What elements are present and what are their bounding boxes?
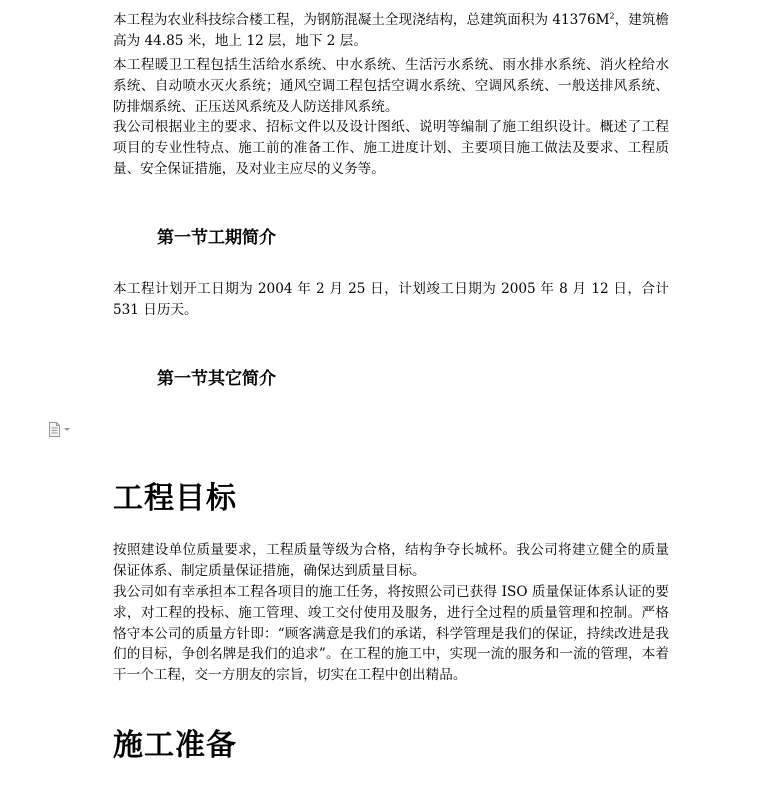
- area-unit-superscript: 2: [609, 11, 615, 21]
- chapter-title-preparation: 施工准备: [113, 728, 237, 763]
- document-icon: [48, 422, 61, 437]
- section-title-other: 第一节其它简介: [157, 369, 276, 389]
- intro-p1-text: 本工程为农业科技综合楼工程，为钢筋混凝土全现浇结构，总建筑面积为 41376M: [113, 12, 610, 28]
- intro-paragraph-1: [113, 10, 669, 52]
- intro-paragraph-2: 本工程暖卫工程包括生活给水系统、中水系统、生活污水系统、雨水排水系统、消火栓给水系统、自动喷水灭火系统；通风空调工程包括空调水系统、空调风系统、一般送排风系统、防排烟系统、正压送风系统及人防送排风系统。: [113, 57, 669, 115]
- chevron-down-icon[interactable]: [64, 428, 70, 431]
- goals-paragraph-2: 我公司如有幸承担本工程各项目的施工任务，将按照公司已获得 ISO 质量保证体系认证的要求，对工程的投标、施工管理、竣工交付使用及服务，进行全过程的质量管理和控制。严格恪守本公司的质量方针即：“顾客满意是我们的承诺，科学管理是我们的保证，持续改进是我们的目标，争创名牌是我们的追求”。在工程的施工中，实现一流的服务和一流的管理，本着干一个工程，交一方朋友的宗旨，切实在工程中创出精品。: [113, 584, 669, 684]
- schedule-paragraph: 本工程计划开工日期为 2004 年 2 月 25 日，计划竣工日期为 2005 年 8 月 12 日，合计 531 日历天。: [113, 281, 669, 318]
- goals-paragraph-1: 按照建设单位质量要求，工程质量等级为合格，结构争夺长城杯。我公司将建立健全的质量保证体系、制定质量保证措施，确保达到质量目标。: [113, 542, 669, 579]
- intro-p1-text-continued: ，建筑檐高为 44.85 米，地上 12 层，地下 2 层。: [113, 12, 670, 49]
- section-title-schedule: 第一节工期简介: [157, 228, 276, 248]
- paste-options-control[interactable]: [48, 421, 78, 437]
- chapter-title-goals: 工程目标: [113, 481, 237, 516]
- intro-paragraph-3: 我公司根据业主的要求、招标文件以及设计图纸、说明等编制了施工组织设计。概述了工程项目的专业性特点、施工前的准备工作、施工进度计划、主要项目施工做法及要求、工程质量、安全保证措施，及对业主应尽的义务等。: [113, 119, 669, 177]
